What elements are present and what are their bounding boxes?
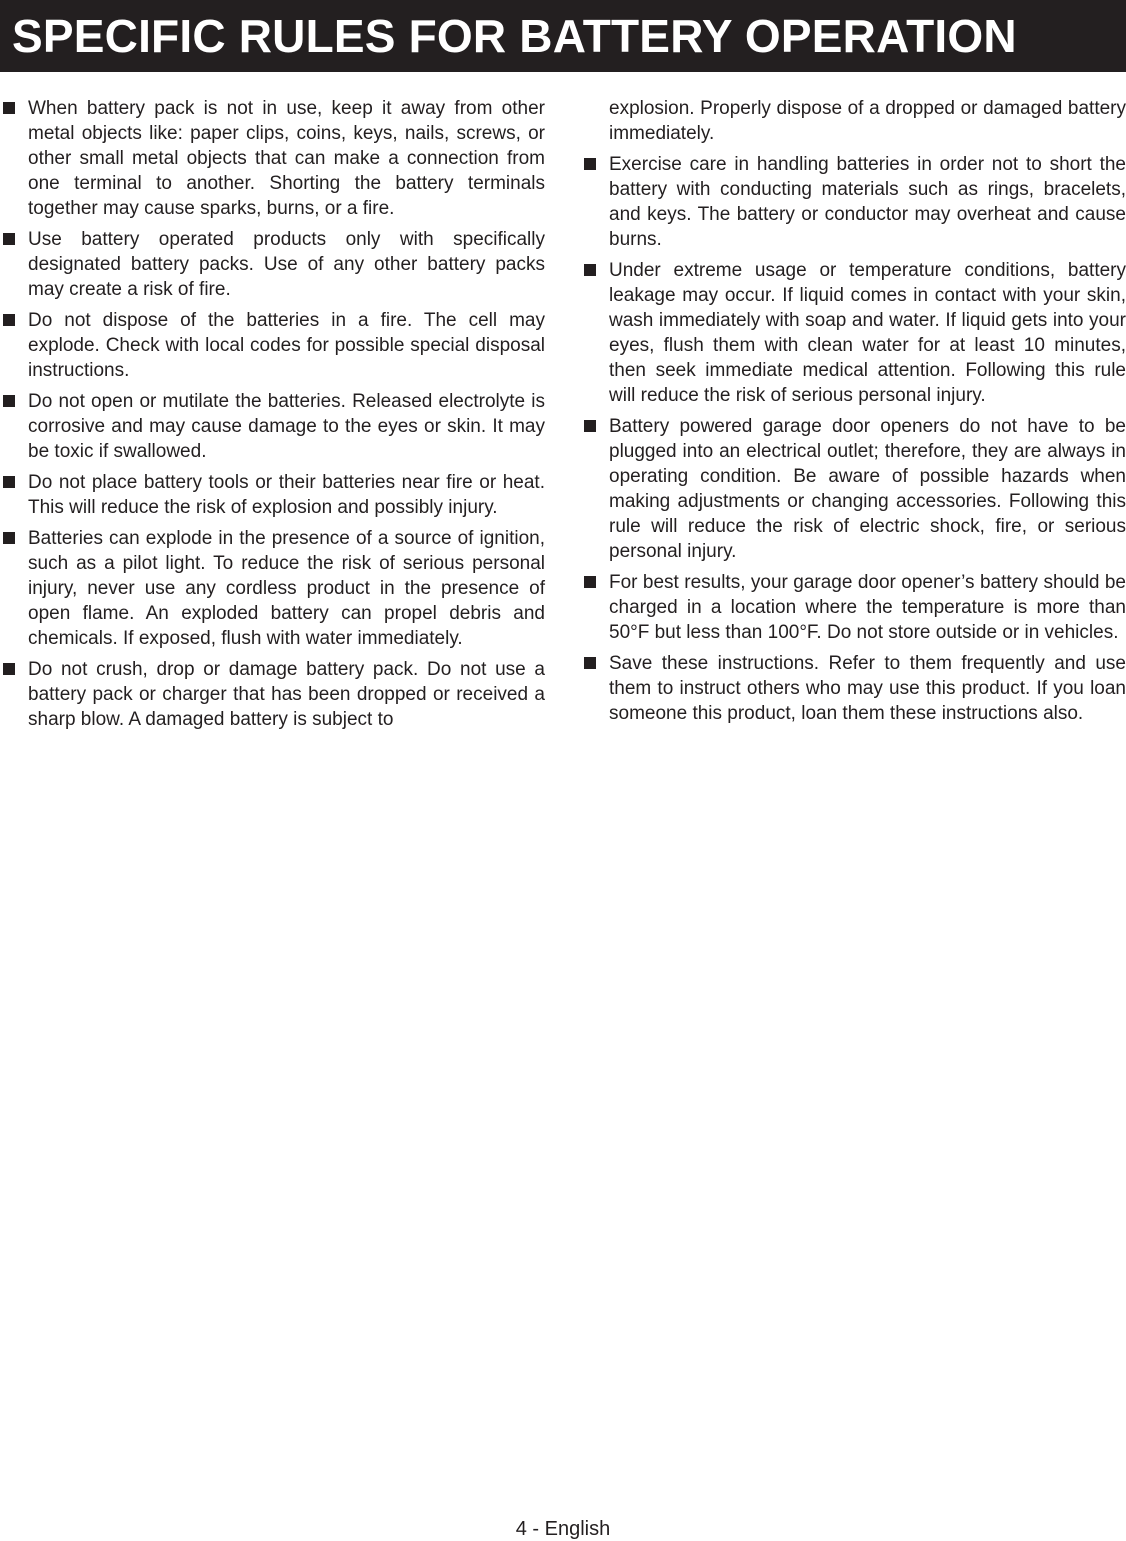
rule-text: Do not dispose of the batteries in a fire. The cell may explode. Check with local codes for possible special disposal instructions.	[28, 310, 545, 381]
rule-item	[581, 414, 1126, 564]
rule-item	[581, 570, 1126, 645]
rule-item-continuation	[581, 96, 1126, 146]
square-bullet-icon	[584, 420, 596, 432]
square-bullet-icon	[584, 264, 596, 276]
section-title: SPECIFIC RULES FOR BATTERY OPERATION	[12, 10, 1017, 62]
square-bullet-icon	[3, 102, 15, 114]
rule-text: Do not open or mutilate the batteries. Released electrolyte is corrosive and may cause damage to the eyes or skin. It may be toxic if swallowed.	[28, 391, 545, 462]
section-header-bar	[0, 0, 1126, 72]
square-bullet-icon	[584, 657, 596, 669]
square-bullet-icon	[584, 576, 596, 588]
rule-text: Save these instructions. Refer to them frequently and use them to instruct others who may use this product. If you loan someone this product, loan them these instructions also.	[609, 653, 1126, 724]
square-bullet-icon	[584, 158, 596, 170]
square-bullet-icon	[3, 663, 15, 675]
rule-text: Batteries can explode in the presence of a source of ignition, such as a pilot light. To reduce the risk of serious personal injury, never use any cordless product in the presence of open flame. An exploded battery can propel debris and chemicals. If exposed, flush with water immediately.	[28, 528, 545, 649]
rule-item	[581, 152, 1126, 252]
rule-text: Battery powered garage door openers do not have to be plugged into an electrical outlet; therefore, they are always in operating condition. Be aware of possible hazards when making adjustments or changing accessories. Following this rule will reduce the risk of electric shock, fire, or serious personal injury.	[609, 416, 1126, 562]
rule-text: Exercise care in handling batteries in order not to short the battery with conducting materials such as rings, bracelets, and keys. The battery or conductor may overheat and cause burns.	[609, 154, 1126, 250]
rule-item	[581, 258, 1126, 408]
rule-text: explosion. Properly dispose of a dropped or damaged battery immediately.	[609, 98, 1126, 144]
square-bullet-icon	[3, 395, 15, 407]
rule-text: Use battery operated products only with specifically designated battery packs. Use of any other battery packs may create a risk of fire.	[28, 229, 545, 300]
rule-item	[0, 470, 545, 520]
rule-text: For best results, your garage door opener’s battery should be charged in a location where the temperature is more than 50°F but less than 100°F. Do not store outside or in vehicles.	[609, 572, 1126, 643]
rule-text: Under extreme usage or temperature conditions, battery leakage may occur. If liquid comes in contact with your skin, wash immediately with soap and water. If liquid gets into your eyes, flush them with clean water for at least 10 minutes, then seek immediate medical attention. Following this rule will reduce the risk of serious personal injury.	[609, 260, 1126, 406]
left-column	[0, 96, 545, 738]
rule-item	[0, 657, 545, 732]
page-number: 4 - English	[515, 1518, 611, 1540]
square-bullet-icon	[3, 532, 15, 544]
rule-item	[0, 96, 545, 221]
right-column	[581, 96, 1126, 732]
rule-item	[581, 651, 1126, 726]
rule-item	[0, 308, 545, 383]
rule-item	[0, 389, 545, 464]
square-bullet-icon	[3, 314, 15, 326]
rule-text: When battery pack is not in use, keep it away from other metal objects like: paper clips, coins, keys, nails, screws, or other small metal objects that can make a connection from one terminal to another. Shorting the battery terminals together may cause sparks, burns, or a fire.	[28, 98, 545, 219]
rule-item	[0, 227, 545, 302]
rule-item	[0, 526, 545, 651]
square-bullet-icon	[3, 476, 15, 488]
rule-text: Do not crush, drop or damage battery pack. Do not use a battery pack or charger that has been dropped or received a sharp blow. A damaged battery is subject to	[28, 659, 545, 730]
square-bullet-icon	[3, 233, 15, 245]
rule-text: Do not place battery tools or their batteries near fire or heat. This will reduce the risk of explosion and possibly injury.	[28, 472, 545, 518]
